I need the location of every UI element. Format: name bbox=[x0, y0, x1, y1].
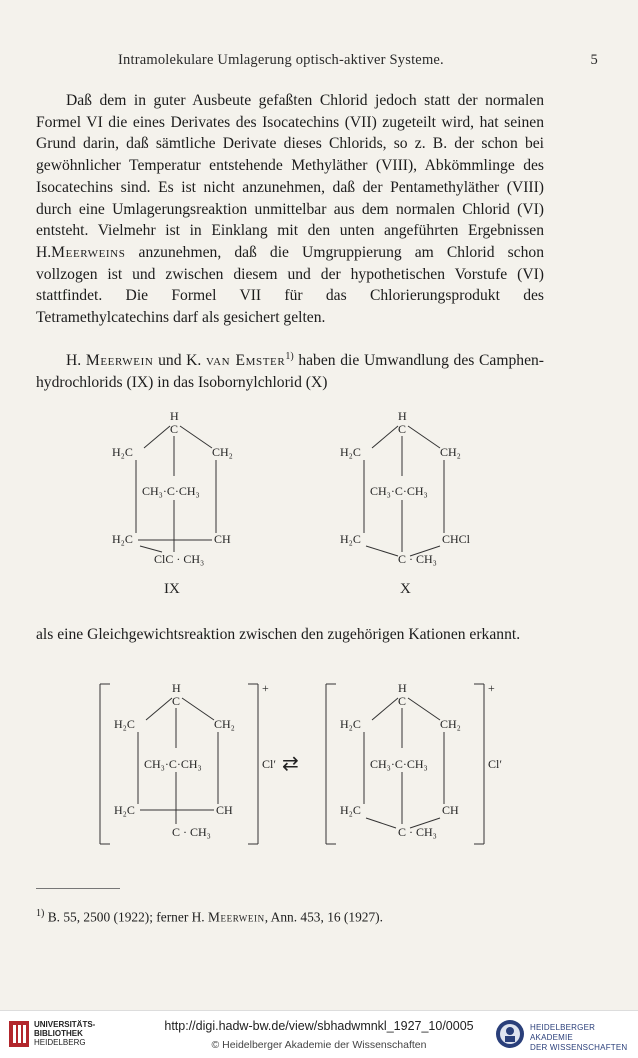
page-number: 5 bbox=[590, 52, 598, 68]
right-cation-cme2: CH₃·C·CH₃ bbox=[370, 757, 428, 771]
formula-ix-h2c-lower: H₂C bbox=[112, 532, 133, 546]
copyright-notice: © Heidelberger Akademie der Wissenschaften bbox=[211, 1039, 427, 1051]
equilibrium-arrows: ⇄ bbox=[282, 753, 299, 775]
paragraph-2-text-b: und K. bbox=[158, 352, 202, 370]
paragraph-2 bbox=[36, 346, 544, 394]
formula-ix-top-c: C bbox=[170, 422, 179, 436]
formula-ix-h: H bbox=[170, 409, 179, 423]
viewer-footer bbox=[0, 1010, 638, 1058]
formula-x-h2c-upper: H₂C bbox=[340, 445, 361, 459]
library-line-2: BIBLIOTHEK bbox=[34, 1029, 83, 1038]
formula-x-h: H bbox=[398, 409, 407, 423]
paragraph-2-text-c: haben die Umwandlung des Camphen-hydrochlorids (IX) in das Isobornylchlorid (X) bbox=[36, 352, 544, 391]
left-cation-h: H bbox=[172, 681, 181, 695]
formula-ix-cme2: CH₃·C·CH₃ bbox=[142, 484, 200, 498]
library-line-1: UNIVERSITÄTS- bbox=[34, 1020, 96, 1029]
footnote bbox=[36, 908, 383, 925]
academy-name bbox=[530, 1023, 638, 1053]
left-cation-ch: CH bbox=[216, 803, 233, 817]
right-cation-h: H bbox=[398, 681, 407, 695]
structural-formula-x bbox=[336, 400, 486, 600]
footnote-text-b: , Ann. 453, 16 (1927). bbox=[264, 909, 383, 925]
left-cation-h2c-upper: H₂C bbox=[114, 717, 135, 731]
footnote-rule bbox=[36, 888, 120, 889]
paragraph-2-text-a: H. bbox=[66, 352, 82, 370]
footnote-author: Meerwein bbox=[208, 909, 265, 925]
left-cation-c-ch3: C · CH₃ bbox=[172, 825, 211, 839]
right-cation-charge: + bbox=[488, 681, 495, 695]
right-cation-ch: CH bbox=[442, 803, 459, 817]
left-cation-h2c-lower: H₂C bbox=[114, 803, 135, 817]
right-anion: Cl′ bbox=[488, 757, 502, 771]
right-cation-h2c-lower: H₂C bbox=[340, 803, 361, 817]
right-cation-h2c-upper: H₂C bbox=[340, 717, 361, 731]
formula-ix-ch: CH bbox=[214, 532, 231, 546]
academy-logo-icon bbox=[495, 1019, 525, 1049]
formula-x-ch2: CH₂ bbox=[440, 445, 461, 459]
formula-ix-clc-ch3: ClC · CH₃ bbox=[154, 552, 205, 566]
left-cation-cme2: CH₃·C·CH₃ bbox=[144, 757, 202, 771]
paragraph-1-text-b: anzunehmen, daß die Umgruppierung am Chlorid schon vollzogen ist und zwischen diesem und der hypothetischen Vorstufe (VI) stattfindet. Die Formel VII für das Chlorierungsprodukt des Tetramethylcatechins darf als gesichert gelten. bbox=[36, 243, 544, 327]
academy-line-2: DER WISSENSCHAFTEN bbox=[530, 1043, 628, 1052]
header-title: Intramolekulare Umlagerung optisch-aktiver Systeme. bbox=[118, 52, 444, 68]
formula-ix-h2c-upper: H₂C bbox=[112, 445, 133, 459]
paragraph-1-text-a: Daß dem in guter Ausbeute gefaßten Chlorid jedoch statt der normalen Formel VI die eines Derivates des Isocatechins (VII) zugeteilt wird, hat seinen Grund darin, daß sämtliche Derivate dieses Chlorids, so z. B. der schon bei gewöhnlicher Temperatur entstehende Methyläther (VIII), Abkömmlinge des Isocatechins sind. Es ist nicht anzunehmen, daß der Pentamethyläther (VIII) durch eine Umlagerungsreaktion unmittelbar aus dem normalen Chlorid (VI) entsteht. Vielmehr ist in Einklang mit den unten angeführten Ergebnissen H. bbox=[36, 92, 544, 261]
author-name-meerweins: Meerweins bbox=[51, 243, 126, 261]
structural-formula-ix bbox=[108, 400, 238, 600]
paragraph-3: als eine Gleichgewichtsreaktion zwischen den zugehörigen Kationen erkannt. bbox=[36, 626, 521, 643]
formula-x-cme2: CH₃·C·CH₃ bbox=[370, 484, 428, 498]
author-name-van-emster: van Emster bbox=[206, 352, 286, 370]
formula-x-c-ch3: C · CH₃ bbox=[398, 552, 437, 566]
right-cation-top-c: C bbox=[398, 694, 407, 708]
formula-x-label: X bbox=[400, 581, 411, 597]
running-header bbox=[40, 52, 598, 74]
paragraph-1 bbox=[36, 90, 544, 329]
footnote-text-a: B. 55, 2500 (1922); ferner H. bbox=[47, 909, 205, 925]
left-anion: Cl′ bbox=[262, 757, 276, 771]
permalink-url[interactable]: http://digi.hadw-bw.de/view/sbhadwmnkl_1927_10/0005 bbox=[164, 1019, 474, 1033]
author-name-meerwein: Meerwein bbox=[85, 352, 154, 370]
right-cation-c-ch3: C · CH₃ bbox=[398, 825, 437, 839]
library-line-3: HEIDELBERG bbox=[34, 1038, 86, 1047]
right-cation-ch2: CH₂ bbox=[440, 717, 461, 731]
footnote-reference: 1) bbox=[285, 351, 294, 362]
formula-x-chcl: CHCl bbox=[442, 532, 471, 546]
academy-line-1: HEIDELBERGER AKADEMIE bbox=[530, 1023, 596, 1042]
formula-ix-label: IX bbox=[164, 581, 180, 597]
left-cation-charge: + bbox=[262, 681, 269, 695]
formula-x-top-c: C bbox=[398, 422, 407, 436]
footnote-mark: 1) bbox=[36, 908, 45, 919]
cation-equilibrium-scheme bbox=[86, 676, 526, 856]
left-cation-ch2: CH₂ bbox=[214, 717, 235, 731]
left-cation-top-c: C bbox=[172, 694, 181, 708]
formula-x-h2c-lower: H₂C bbox=[340, 532, 361, 546]
formula-ix-ch2: CH₂ bbox=[212, 445, 233, 459]
